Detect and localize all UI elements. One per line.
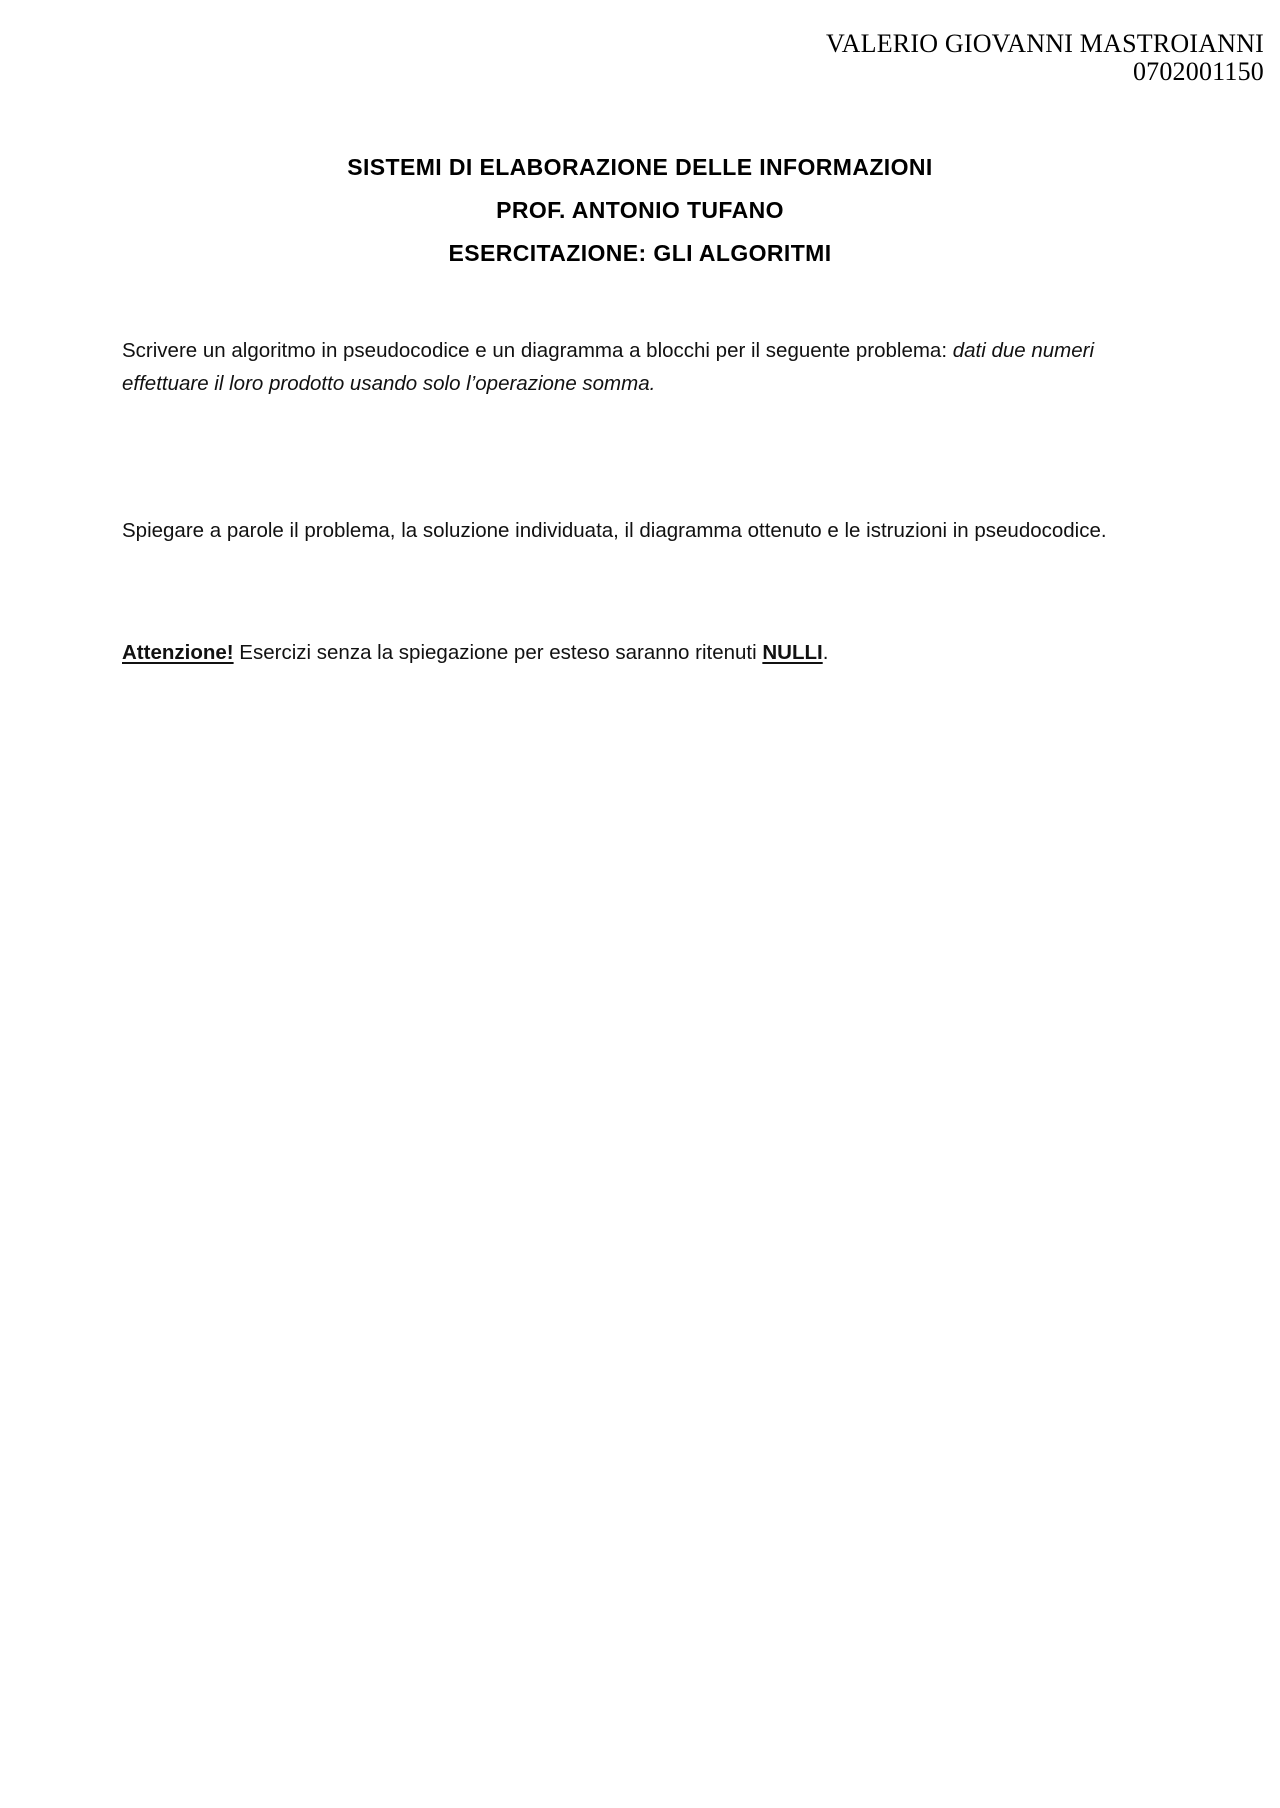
warning-emphasis: NULLI: [762, 641, 823, 664]
author-header: [826, 30, 1264, 86]
warning-label: Attenzione!: [122, 641, 234, 664]
course-title: SISTEMI DI ELABORAZIONE DELLE INFORMAZIONI: [347, 154, 933, 180]
task-intro: Scrivere un algoritmo in pseudocodice e un diagramma a blocchi per il seguente problema:: [122, 339, 953, 362]
warning-end: .: [822, 641, 829, 664]
professor-title: PROF. ANTONIO TUFANO: [496, 197, 784, 223]
exercise-title: ESERCITAZIONE: GLI ALGORITMI: [448, 240, 832, 266]
task-problem: dati due numeri effettuare il loro prodotto usando solo l’operazione somma.: [122, 339, 1095, 395]
warning-paragraph: [122, 638, 1156, 668]
explanation-paragraph: Spiegare a parole il problema, la soluzione individuata, il diagramma ottenuto e le istruzioni in pseudocodice.: [122, 519, 1107, 542]
warning-text: Esercizi senza la spiegazione per esteso saranno ritenuti: [233, 641, 763, 664]
task-paragraph: [122, 334, 1156, 400]
author-name: VALERIO GIOVANNI MASTROIANNI: [826, 29, 1264, 58]
title-block: [0, 152, 1280, 281]
student-id: 0702001150: [1132, 57, 1264, 86]
